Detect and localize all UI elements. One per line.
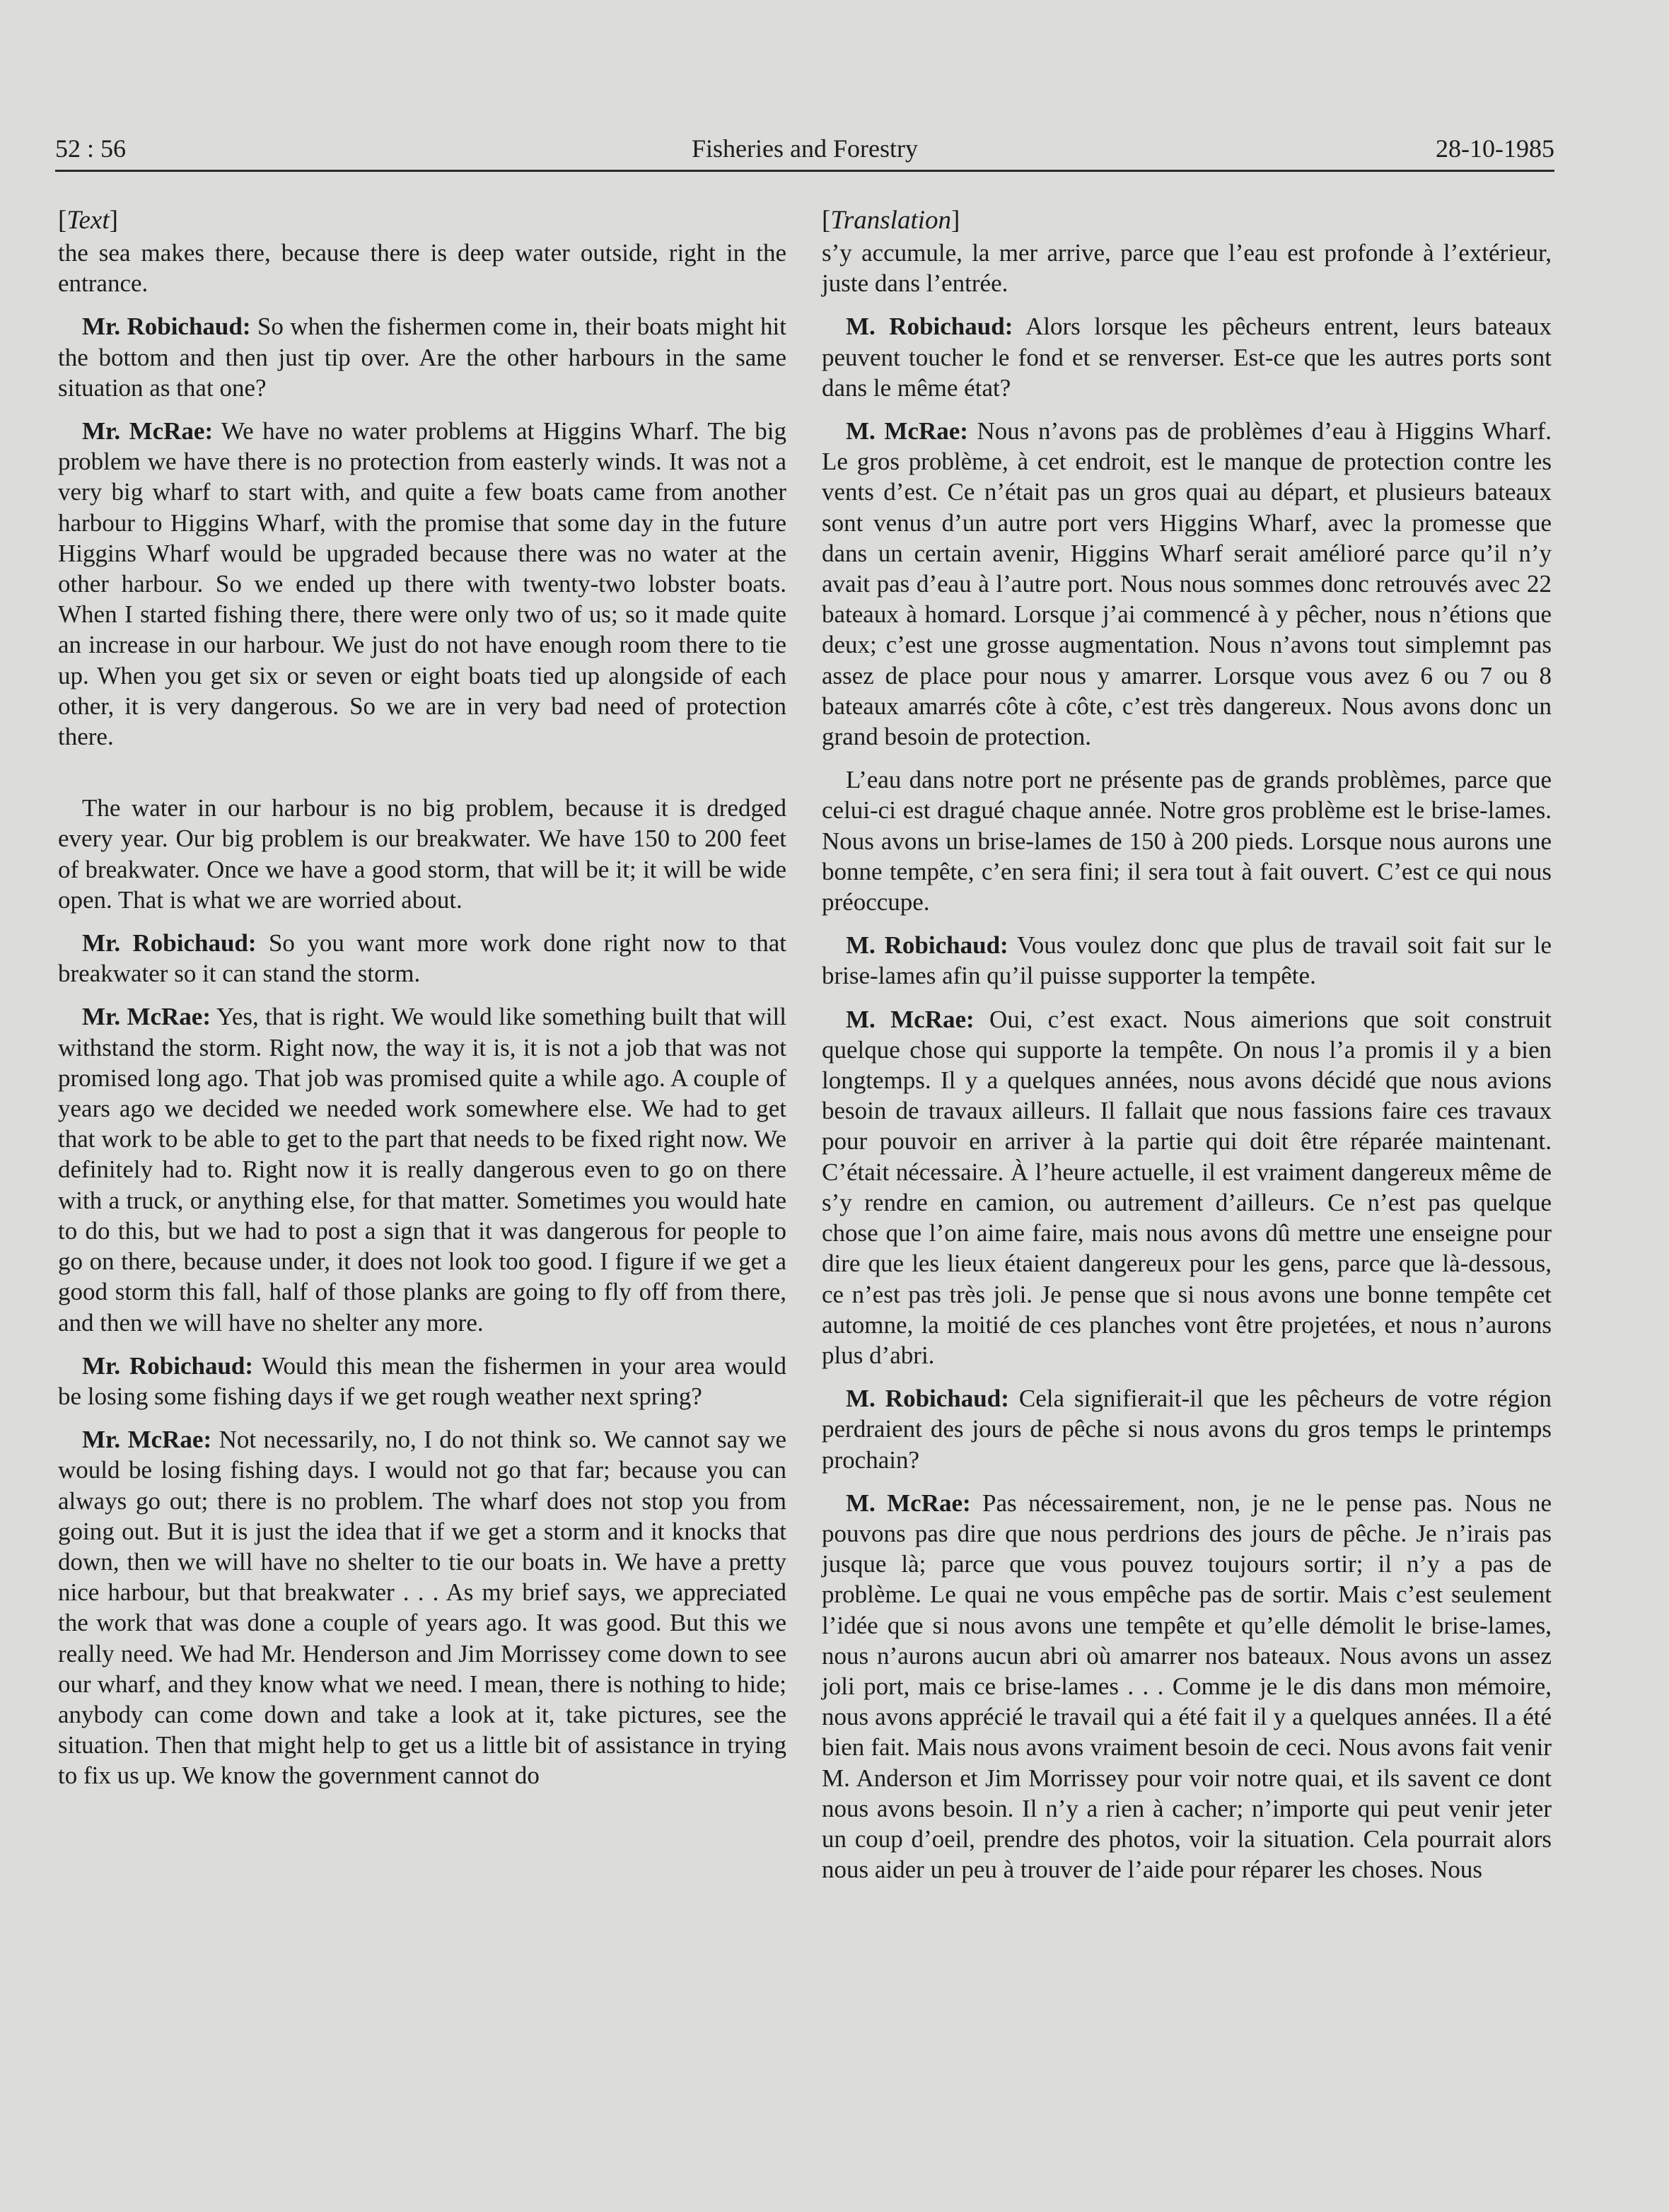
paragraph-text: L’eau dans notre port ne présente pas de grands problèmes, parce que celui-ci est dragué chaque année. Notre gros problème est le brise-lames. Nous avons un brise-lames de 150 à 200 pieds. Lorsque nous aurons une bonne tempête, c’en sera fini; il sera tout à fait ouvert. C’est ce qui nous préoccupe. [822, 766, 1552, 916]
header-rule [55, 170, 1554, 172]
speaker-name: Mr. Robichaud: [82, 929, 257, 957]
speaker-name: M. McRae: [846, 1005, 975, 1033]
paragraph-text: So when the fishermen come in, their boats might hit the bottom and then just tip over. Are the other harbours in the same situation as that one? [58, 313, 786, 402]
speaker-name: Mr. McRae: [82, 1426, 212, 1454]
text-tag: [Text] [58, 206, 118, 235]
speaker-name: M. Robichaud: [846, 313, 1013, 341]
paragraph [58, 793, 786, 915]
paragraph [822, 311, 1552, 403]
speaker-name: Mr. Robichaud: [82, 1351, 254, 1380]
paragraph-text: Would this mean the fishermen in your area would be losing some fishing days if we get rough weather next spring? [58, 1351, 786, 1410]
paragraph [822, 1004, 1552, 1370]
speaker-name: Mr. McRae: [82, 1003, 211, 1031]
paragraph-text: Cela signifierait-il que les pêcheurs de votre région perdraient des jours de pêche si nous avons du gros temps le printemps prochain? [822, 1385, 1552, 1474]
paragraph [58, 928, 786, 989]
speaker-name: Mr. Robichaud: [82, 313, 251, 341]
paragraph-text: Yes, that is right. We would like something built that will withstand the storm. Right now, the way it is, it is not a job that was not promised long ago. That job was promised quite a while ago. A couple of years ago we decided we needed work somewhere else. We had to get that work to be able to get to the part that needs to be fixed right now. We definitely had to. Right now it is really dangerous even to go on there with a truck, or anything else, for that matter. Sometimes you would hate to do this, but we had to post a sign that it was dangerous for people to go on there, because under, it does not look too good. I figure if we get a good storm this fall, half of those planks are going to fly off from there, and then we will have no shelter any more. [58, 1003, 786, 1337]
paragraph [822, 1383, 1552, 1475]
speaker-name: Mr. McRae: [82, 417, 214, 446]
paragraph-text: Pas nécessairement, non, je ne le pense pas. Nous ne pouvons pas dire que nous perdrions des jours de pêche. Je n’irais pas jusque là; parce que vous pouvez toujours sortir; il n’y a pas de problème. Le quai ne vous empêche pas de sortir. Mais c’est seulement l’idée que si nous avons une tempête et qu’elle démolit le brise-lames, nous n’aurons aucun abri où amarrer nos bateaux. Nous avons un assez joli port, mais ce brise-lames . . . Comme je le dis dans mon mémoire, nous avons apprécié le travail qui a été fait il y a quelques années. Il a été bien fait. Mais nous avons vraiment besoin de ceci. Nous avons fait venir M. Anderson et Jim Morrissey pour voir notre quai, et ils savent ce dont nous avons besoin. Il n’y a rien à cacher; n’importe qui peut venir jeter un coup d’oeil, prendre des photos, voir la situation. Cela pourrait alors nous aider un peu à trouver de l’aide pour réparer les choses. Nous [822, 1489, 1552, 1884]
paragraph-text: the sea makes there, because there is deep water outside, right in the entrance. [58, 239, 786, 298]
french-column [822, 204, 1552, 1897]
speaker-name: M. McRae: [846, 1489, 971, 1517]
speaker-name: M. Robichaud: [846, 931, 1008, 960]
paragraph [58, 238, 786, 298]
paragraph [58, 311, 786, 403]
paragraph-text: The water in our harbour is no big problem, because it is dredged every year. Our big problem is our breakwater. We have 150 to 200 feet of breakwater. Once we have a good storm, that will be it; it will be wide open. That is what we are worried about. [58, 794, 786, 914]
paragraph [822, 764, 1552, 917]
paragraph-text: Not necessarily, no, I do not think so. We cannot say we would be losing fishing days. I would not go that far; because you can always go out; there is no problem. The wharf does not stop you from going out. But it is just the idea that if we get a storm and it knocks that down, then we will have no shelter to tie our boats in. We have a pretty nice harbour, but that breakwater . . . As my brief says, we appreciated the work that was done a couple of years ago. It was good. But this we really need. We had Mr. Henderson and Jim Morrissey come down to see our wharf, and they know what we need. I mean, there is nothing to hide; anybody can come down and take a look at it, take pictures, see the situation. Then that might help to get us a little bit of assistance in trying to fix us up. We know the government cannot do [58, 1426, 786, 1790]
paragraph [58, 1351, 786, 1411]
english-column [58, 204, 786, 1804]
speaker-name: M. Robichaud: [846, 1385, 1009, 1413]
paragraph-text: Nous n’avons pas de problèmes d’eau à Higgins Wharf. Le gros problème, à cet endroit, est le manque de protection contre les vents d’est. Ce n’était pas un gros quai au départ, et plusieurs bateaux sont venus d’un autre port vers Higgins Wharf, avec la promesse que dans un certain avenir, Higgins Wharf serait amélioré parce qu’il n’y avait pas d’eau à l’autre port. Nous nous sommes donc retrouvés avec 22 bateaux à homard. Lorsque j’ai commencé à y pêcher, nous n’étions que deux; c’est une grosse augmentation. Nous n’avons tout simplemnt pas assez de place pour nous y amarrer. Lorsque vous avez 6 ou 7 ou 8 bateaux amarrés côte à côte, c’est très dangereux. Nous avons donc un grand besoin de protection. [822, 417, 1552, 751]
paragraph-text: We have no water problems at Higgins Wharf. The big problem we have there is no protection from easterly winds. It was not a very big wharf to start with, and quite a few boats came from another harbour to Higgins Wharf, with the promise that some day in the future Higgins Wharf would be upgraded because there was no water at the other harbour. So we ended up there with twenty-two lobster boats. When I started fishing there, there were only two of us; so it made quite an increase in our harbour. We just do not have enough room there to tie up. When you get six or seven or eight boats tied up alongside of each other, it is very dangerous. So we are in very bad need of protection there. [58, 417, 786, 751]
translation-tag: [Translation] [822, 206, 960, 235]
paragraph [58, 416, 786, 752]
paragraph [822, 416, 1552, 752]
paragraph [822, 930, 1552, 991]
paragraph [58, 1424, 786, 1791]
page-reference: 52 : 56 [55, 134, 127, 163]
paragraph-text: s’y accumule, la mer arrive, parce que l’eau est profonde à l’extérieur, juste dans l’entrée. [822, 239, 1552, 298]
paragraph-text: Alors lorsque les pêcheurs entrent, leurs bateaux peuvent toucher le fond et se renverser. Est-ce que les autres ports sont dans le même état? [822, 313, 1552, 402]
committee-title: Fisheries and Forestry [692, 134, 918, 163]
paragraph [58, 1001, 786, 1337]
paragraph-text: Oui, c’est exact. Nous aimerions que soit construit quelque chose qui supporte la tempête. On nous l’a promis il y a bien longtemps. Il y a quelques années, nous avons décidé que nous avions besoin de travaux ailleurs. Il fallait que nous fassions faire ces travaux pour pouvoir en arriver à la partie qui doit être réparée maintenant. C’était nécessaire. À l’heure actuelle, il est vraiment dangereux même de s’y rendre en camion, ou autrement d’ailleurs. Ce n’est pas quelque chose que l’on aime faire, mais nous avons dû mettre une enseigne pour dire que les lieux étaient dangereux pour les gens, parce que là-dessous, ce n’est pas très joli. Je pense que si nous avons une bonne tempête cet automne, la moitié de ces planches vont être projetées, et nous n’aurons plus d’abri. [822, 1005, 1552, 1369]
paragraph-text: So you want more work done right now to that breakwater so it can stand the storm. [58, 929, 786, 988]
paragraph-text: Vous voulez donc que plus de travail soit fait sur le brise-lames afin qu’il puisse supporter la tempête. [822, 931, 1552, 990]
paragraph [822, 1488, 1552, 1885]
header-date: 28-10-1985 [1436, 134, 1554, 163]
speaker-name: M. McRae: [846, 417, 968, 446]
paragraph [822, 238, 1552, 298]
running-header [55, 130, 1554, 167]
